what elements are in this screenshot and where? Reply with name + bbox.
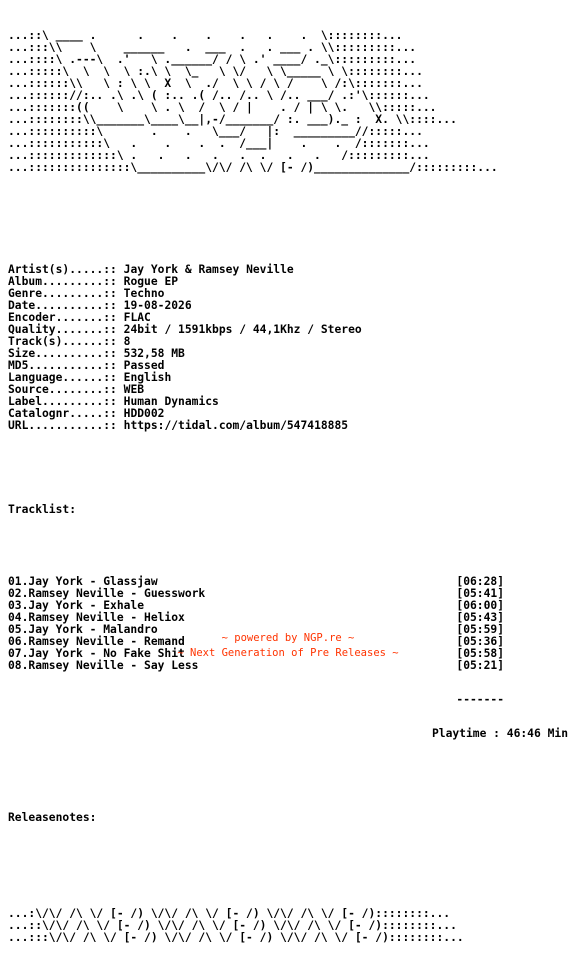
info-key: MD5...........::	[8, 359, 117, 372]
ascii-banner-line: ...:::::::(( \ \ . \ / \ / | . / | \ \. \\:::::...	[8, 101, 437, 114]
info-key: Artist(s).....::	[8, 263, 117, 276]
ascii-banner	[8, 30, 568, 180]
track-row	[8, 660, 504, 672]
ascii-banner-line: ...::\ ____ . . . . . . . \::::::::...	[8, 30, 403, 42]
bottom-art-line: ...:::\/\/ /\ \/ [- /) \/\/ /\ \/ [- /) \/\/ /\ \/ [- /)::::::::...	[8, 931, 464, 944]
info-value[interactable]: https://tidal.com/album/547418885	[123, 419, 349, 432]
track-duration: [05:58]	[456, 647, 504, 660]
ascii-banner-line: ...::::::\\ \ : \ \ X \ ./ \ \ / \ / \ /:\:::::::...	[8, 77, 423, 90]
info-row	[8, 420, 568, 432]
info-key: Language......::	[8, 371, 117, 384]
info-key: Quality.......::	[8, 323, 117, 336]
info-value: 532,58 MB	[123, 347, 185, 360]
track-duration: [05:43]	[456, 611, 504, 624]
info-key: Genre.........::	[8, 287, 117, 300]
info-key: Source........::	[8, 383, 117, 396]
info-value: Human Dynamics	[123, 395, 219, 408]
track-duration: [05:59]	[456, 623, 504, 636]
ascii-banner-line: ...:::\\ \ ______ . ___ . . ___ . \\:::::::::...	[8, 41, 417, 54]
track-title: 03.Jay York - Exhale	[8, 599, 145, 612]
info-value: Techno	[123, 287, 165, 300]
track-title: 08.Ramsey Neville - Say Less	[8, 659, 199, 672]
ascii-banner-line: ...::::::::\\_______\____\__|,-/_______/ :. ___)._ : X. \\::::...	[8, 113, 457, 126]
info-value: Rogue EP	[123, 275, 179, 288]
track-title: 06.Ramsey Neville - Remand	[8, 635, 185, 648]
info-value: 19-08-2026	[123, 299, 192, 312]
info-key: Encoder.......::	[8, 311, 117, 324]
info-value: Jay York & Ramsey Neville	[123, 263, 294, 276]
info-key: Date..........::	[8, 299, 117, 312]
ascii-banner-line: ...::::::::::\ . . \___/ |: _________//:::::...	[8, 125, 423, 138]
bottom-art-line: ...:\/\/ /\ \/ [- /) \/\/ /\ \/ [- /) \/\/ /\ \/ [- /)::::::::...	[8, 907, 451, 920]
track-duration: [05:41]	[456, 587, 504, 600]
info-value: HDD002	[123, 407, 165, 420]
bottom-art-line: ...::\/\/ /\ \/ [- /) \/\/ /\ \/ [- /) \/\/ /\ \/ [- /)::::::::...	[8, 919, 457, 932]
track-duration: [06:00]	[456, 599, 504, 612]
bottom-ascii-art	[8, 908, 568, 944]
footer-tagline: ~ Next Generation of Pre Releases ~	[177, 647, 399, 659]
info-value: 8	[123, 335, 131, 348]
ascii-banner-line: ...:::::::::::\ . . . . /___| . . /:::::::...	[8, 137, 430, 150]
playtime: Playtime : 46:46 Min	[431, 727, 568, 740]
info-value: WEB	[123, 383, 145, 396]
release-info	[8, 264, 568, 432]
info-key: Album.........::	[8, 275, 117, 288]
info-value: English	[123, 371, 172, 384]
track-duration: [05:36]	[456, 635, 504, 648]
info-value: 24bit / 1591kbps / 44,1Khz / Stereo	[123, 323, 362, 336]
separator: -------	[456, 693, 504, 706]
info-key: Catalognr.....::	[8, 407, 117, 420]
footer-powered-by: ~ powered by NGP.re ~	[221, 632, 355, 644]
tracklist-title: Tracklist:	[8, 503, 77, 516]
info-key: URL...........::	[8, 419, 117, 432]
info-key: Size..........::	[8, 347, 117, 360]
track-title: 05.Jay York - Malandro	[8, 623, 158, 636]
ascii-banner-line: ...::::\ .---\ .' \ .______/ / \ .' ____/ ._\:::::::::...	[8, 53, 417, 66]
ascii-banner-line: ...:::::::::::::::\__________\/\/ /\ \/ [- /)______________/:::::::::...	[8, 161, 498, 174]
ascii-banner-line: ...:::::://:.. .\ .\ ( :.. .( /.. /.. \ /.. ___/ .:'\::::::...	[8, 89, 430, 102]
track-title: 02.Ramsey Neville - Guesswork	[8, 587, 206, 600]
track-title: 07.Jay York - No Fake Shit	[8, 647, 185, 660]
track-duration: [06:28]	[456, 575, 504, 588]
track-duration: [05:21]	[456, 659, 504, 672]
info-value: FLAC	[123, 311, 151, 324]
track-title: 04.Ramsey Neville - Heliox	[8, 611, 185, 624]
info-key: Track(s)......::	[8, 335, 117, 348]
nfo-text	[8, 6, 568, 956]
track-title: 01.Jay York - Glassjaw	[8, 575, 158, 588]
ascii-banner-line: ...:::::::::::::\ . . . . . . . . /:::::::::...	[8, 149, 430, 162]
info-value: Passed	[123, 359, 165, 372]
ascii-banner-line: ...:::::\ \ \ \ :.\ \ \_ \ \/ \ \_____ \ \::::::::...	[8, 65, 423, 78]
releasenotes-title: Releasenotes:	[8, 811, 97, 824]
info-key: Label.........::	[8, 395, 117, 408]
